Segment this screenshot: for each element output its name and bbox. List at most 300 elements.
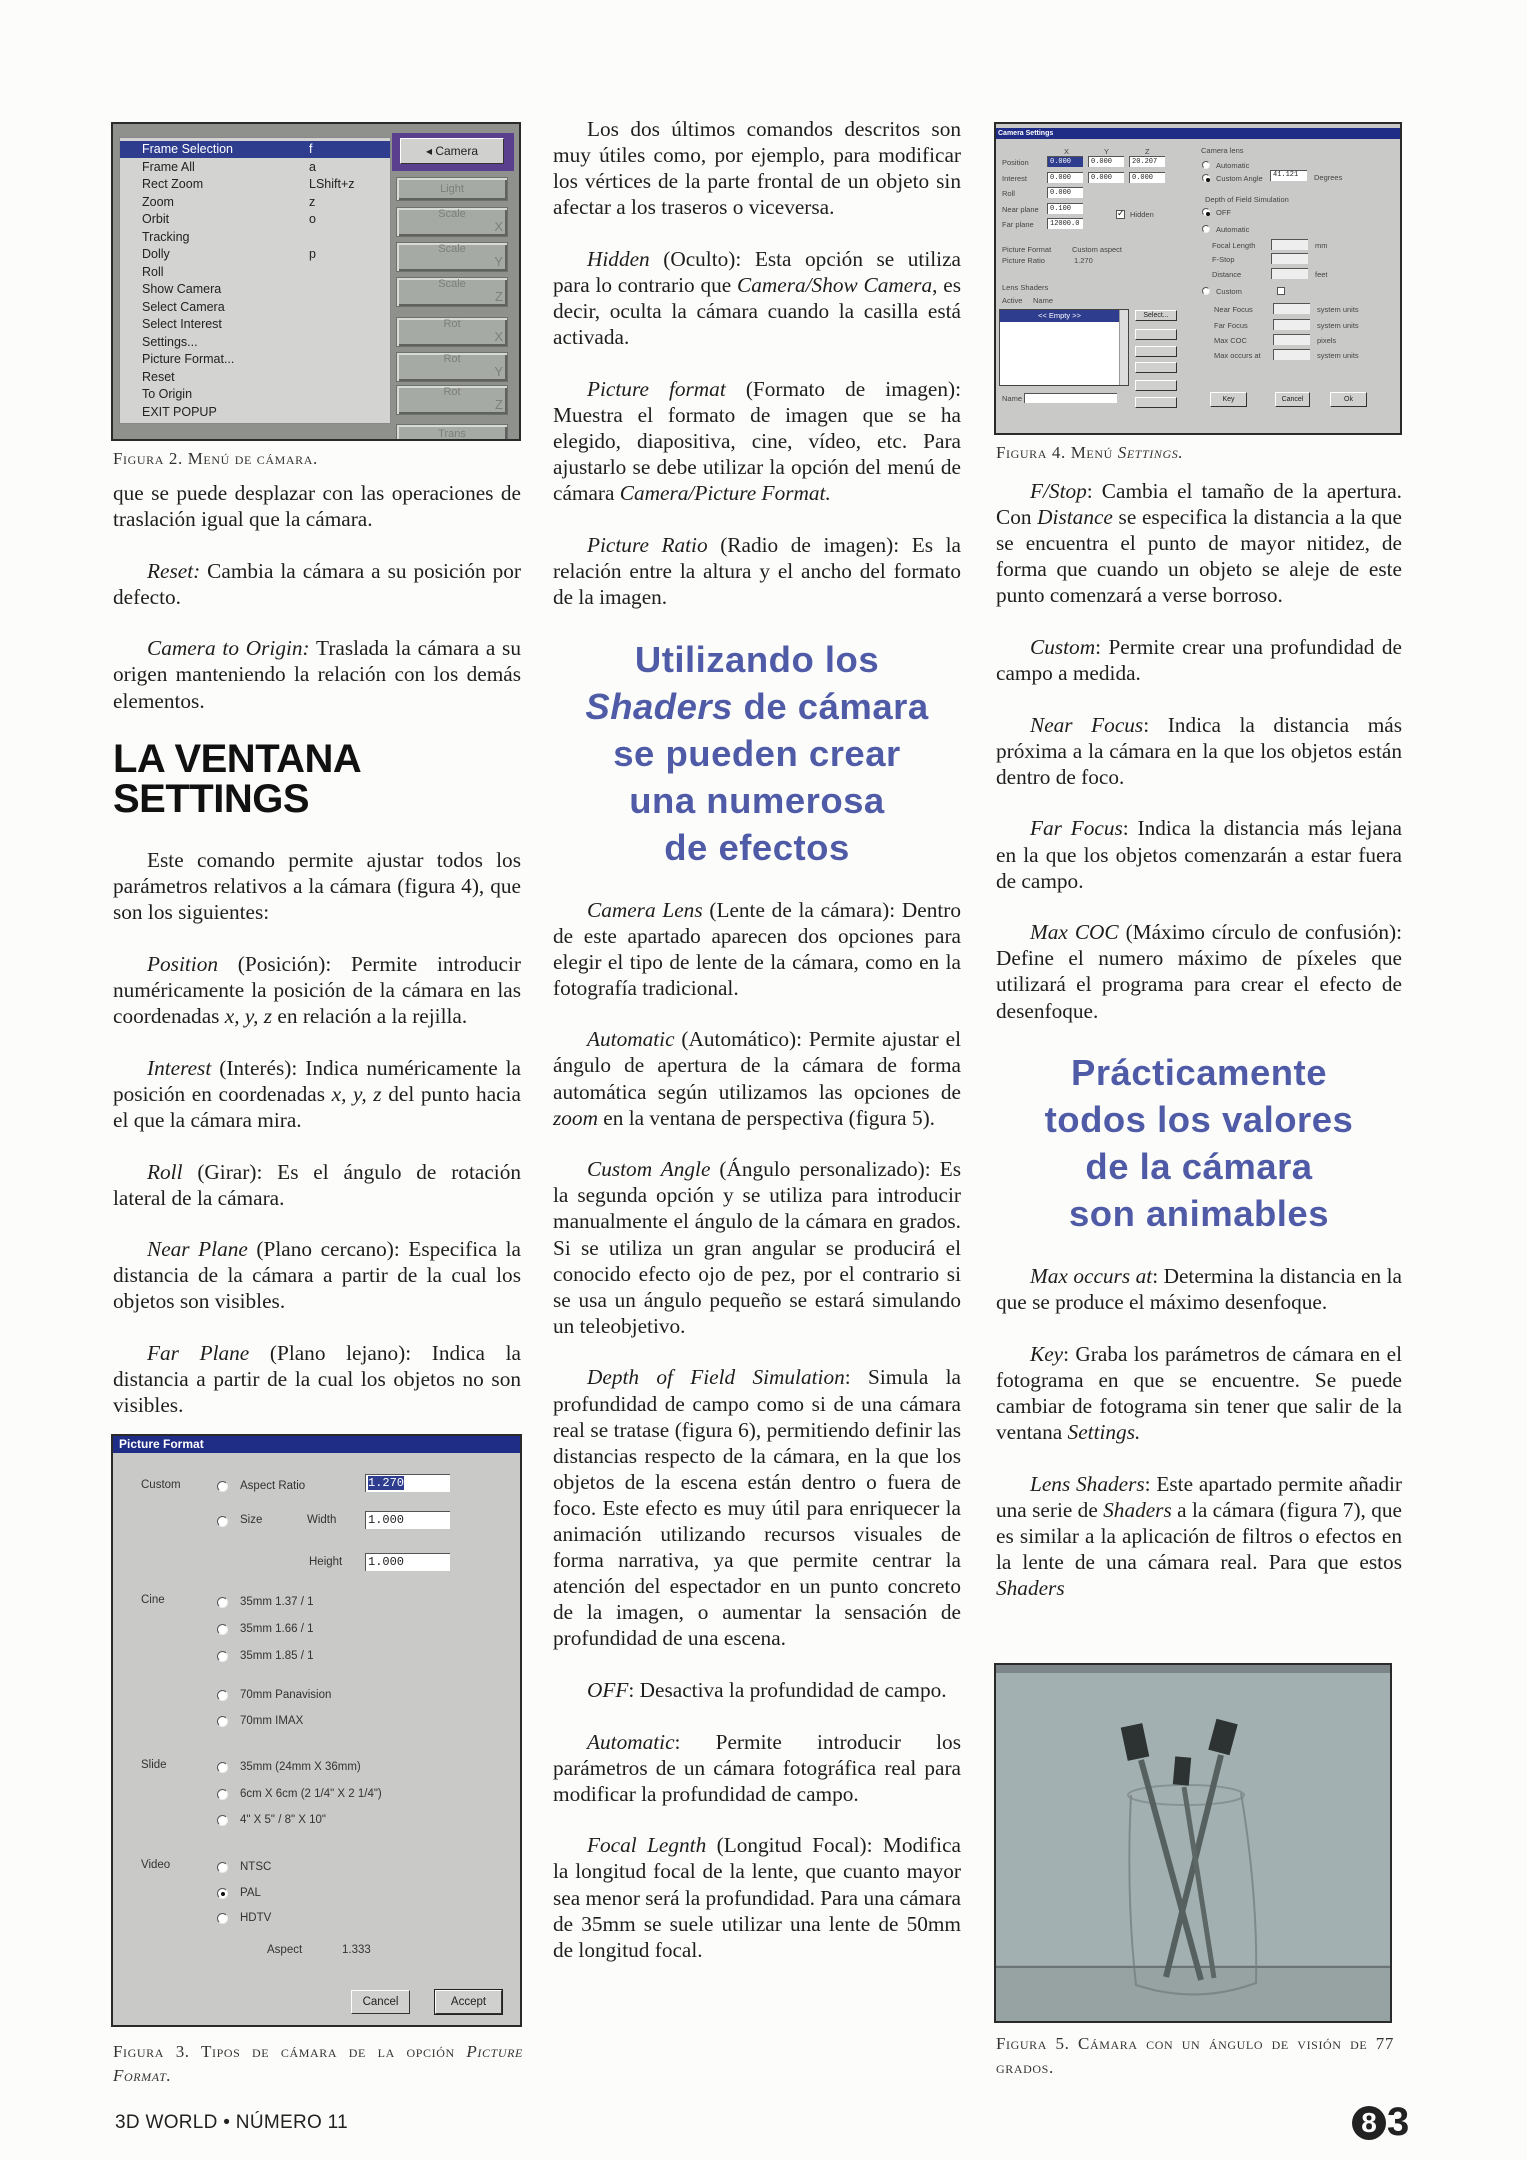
tool-button-rot-z[interactable] <box>396 385 508 415</box>
camera-lens-label: Camera lens <box>1201 146 1244 155</box>
format-option-label: 35mm 1.37 / 1 <box>240 1596 314 1608</box>
active-column: Active <box>1002 296 1023 305</box>
text-run: del punto hacia el que la cámara mira. <box>113 1081 521 1132</box>
shader-button-6[interactable] <box>1135 397 1177 408</box>
menu-item-shortcut: z <box>309 194 316 209</box>
figure-4-caption <box>996 441 1402 465</box>
text-run: a la cámara (figura 7), que es similar a la aplicación de filtros o efectos en la lente de una cámara real. Para que estos <box>996 1497 1402 1574</box>
aspect-ratio-value: 1.270 <box>368 1476 405 1490</box>
menu-item-label: Select Interest <box>142 317 222 331</box>
paragraph <box>996 478 1402 608</box>
text-run: se especifica la distancia a la que se encuentra el punto de mayor nitidez, de forma que cuando un objeto se aleje de este punto comenzará a verse borroso. <box>996 505 1402 608</box>
italic-term: Depth of Field Simulation <box>587 1365 845 1390</box>
size-label: Size <box>240 1514 263 1526</box>
figure-4-camera-settings-dialog <box>994 122 1402 435</box>
ok-button[interactable]: Ok <box>1330 392 1367 407</box>
slide-label: Slide <box>141 1759 167 1771</box>
text-run: en relación a la rejilla. <box>272 1004 468 1029</box>
section-heading <box>113 737 521 822</box>
settings-value-input[interactable]: 0.000 <box>1088 156 1124 167</box>
italic-term: Distance <box>1037 505 1113 530</box>
dof-param-unit: system units <box>1317 305 1359 314</box>
pull-quote <box>996 1049 1402 1237</box>
cancel-button[interactable]: Cancel <box>1275 392 1310 407</box>
format-option-label: 70mm Panavision <box>240 1689 332 1701</box>
text-run: : Permite crear una profundidad de campo a medida. <box>996 634 1402 686</box>
column-2-text <box>553 116 961 1988</box>
italic-term: Position <box>147 951 218 976</box>
paragraph <box>113 635 521 713</box>
paragraph <box>553 1156 961 1339</box>
dof-automatic-radio[interactable] <box>1202 225 1210 233</box>
left-arrow-icon: ◂ <box>425 144 436 158</box>
text-run: : Cambia el tamaño de la apertura. Con <box>996 479 1402 530</box>
menu-item[interactable] <box>120 246 390 263</box>
settings-value-input[interactable]: 0.000 <box>1047 156 1083 167</box>
menu-item[interactable] <box>120 351 390 368</box>
text-run: Los dos últimos comandos descritos son muy útiles como, por ejemplo, para modificar los vértices de la parte frontal de un objeto sin afectar a los traseros o viceversa. <box>553 117 961 220</box>
text-run: (Interés): Indica numéricamente la posición en coordenadas <box>113 1055 521 1106</box>
settings-row-label: Roll <box>1002 189 1015 198</box>
format-radio[interactable] <box>217 1762 228 1773</box>
paragraph <box>553 897 961 1001</box>
paragraph <box>996 815 1402 893</box>
dof-label: Depth of Field Simulation <box>1205 195 1289 204</box>
text-run: : Determina la distancia en la que se produce el máximo desenfoque. <box>996 1264 1402 1315</box>
axis-label: X <box>494 219 503 234</box>
shader-button-4[interactable] <box>1135 362 1177 373</box>
hidden-checkbox[interactable]: ✓ <box>1117 208 1125 218</box>
dialog-title-bar <box>996 128 1400 139</box>
shader-button-5[interactable] <box>1135 380 1177 391</box>
format-option-label: 35mm (24mm X 36mm) <box>240 1761 361 1773</box>
italic-term: Shaders <box>1103 1497 1172 1522</box>
list-item-empty[interactable]: << Empty >> <box>1000 310 1119 322</box>
figure-2-caption: Figura 2. Menú de cámara. <box>113 449 318 468</box>
axis-header: X <box>1064 147 1070 156</box>
paragraph <box>113 480 521 532</box>
dof-param-unit: feet <box>1315 270 1328 279</box>
paragraph <box>553 532 961 610</box>
menu-item[interactable] <box>120 299 390 316</box>
menu-item-label: Roll <box>142 264 164 279</box>
text-run: : Simula la profundidad de campo como si de una cámara real se tratase (figura 6), permitiendo definir las distancias respecto de la cámara, en la que los objetos de la escena están dentro o fuera de foco. Este efecto es muy útil para enriquecer la animación utilizando recursos visuales de forma narrativa, ya que permite centrar la atención del espectador en un punto concreto de la imagen, o aumentar la sensación de profundidad de una escena. <box>553 1365 962 1651</box>
tool-button-label: Rot <box>443 353 461 365</box>
list-scrollbar[interactable] <box>1119 310 1128 385</box>
format-option-label: NTSC <box>240 1861 272 1873</box>
name-scroll-field[interactable] <box>1024 393 1117 403</box>
paragraph <box>996 1341 1402 1445</box>
dof-param-label: Focal Length <box>1212 241 1256 250</box>
menu-item-label: Picture Format... <box>142 352 235 366</box>
text-run: Traslada la cámara a su origen manteniendo la relación con los demás elementos. <box>113 636 521 713</box>
format-radio[interactable] <box>217 1789 228 1800</box>
aspect-ratio-input[interactable] <box>365 1474 450 1492</box>
tool-button-scale-z[interactable] <box>396 277 508 307</box>
dialog-title: Camera Settings <box>998 130 1054 137</box>
menu-item-label: Select Camera <box>142 299 225 314</box>
text-run: (Máximo círculo de confusión): Define el numero máximo de píxeles que utilizará el programa para crear el efecto de desenfoque. <box>996 920 1402 1023</box>
toothbrush-glass-render <box>996 1665 1392 2023</box>
paragraph <box>996 1263 1402 1315</box>
key-button[interactable]: Key <box>1210 392 1247 407</box>
pull-quote-line <box>996 1049 1402 1096</box>
settings-row-label: Position <box>1002 158 1029 167</box>
paragraph <box>553 1729 961 1807</box>
text-run: de cámara <box>732 685 929 727</box>
heading-line: LA VENTANA <box>113 737 362 782</box>
figure-3-picture-format-dialog <box>111 1434 522 2027</box>
settings-value-input[interactable]: 0.000 <box>1088 172 1124 183</box>
italic-term: Lens Shaders <box>1030 1471 1145 1496</box>
pull-quote-line <box>996 1143 1402 1190</box>
paragraph <box>996 712 1402 790</box>
text-run: (Formato de imagen): Muestra el formato de imagen que se ha elegido, diapositiva, cine, vídeo, etc. Para ajustarlo se debe utilizar la opción del menú de cámara <box>553 376 961 506</box>
italic-term: Focal Legnth <box>587 1833 707 1858</box>
settings-row-label: Near plane <box>1002 204 1039 214</box>
settings-value-input[interactable]: 0.100 <box>1047 203 1083 214</box>
paragraph <box>553 1026 961 1130</box>
dialog-title-bar <box>113 1436 520 1453</box>
italic-term: Far Focus <box>1030 816 1123 841</box>
dof-off-radio[interactable] <box>1202 208 1210 216</box>
tool-button-scale-x[interactable] <box>396 207 508 237</box>
text-run: una numerosa <box>629 779 885 821</box>
tool-button-rot-x[interactable] <box>396 317 508 347</box>
tool-button-label: Scale <box>438 208 466 220</box>
italic-term: zoom <box>553 1105 598 1130</box>
text-run: de la cámara <box>1085 1146 1313 1188</box>
custom-angle-label: Custom Angle <box>1216 174 1263 183</box>
settings-value-input[interactable]: 12000.0 <box>1047 218 1083 229</box>
tool-button-label: Scale <box>438 278 466 290</box>
menu-item-label: Frame All <box>142 159 195 174</box>
menu-item[interactable] <box>120 141 390 158</box>
pull-quote <box>553 636 961 871</box>
menu-item-label: Zoom <box>142 194 174 209</box>
height-input[interactable]: 1.000 <box>365 1553 450 1571</box>
menu-item-shortcut: LShift+z <box>309 177 355 191</box>
select-button[interactable]: Select... <box>1135 310 1177 321</box>
settings-value-input[interactable]: 20.207 <box>1129 156 1165 167</box>
axis-label: Y <box>494 364 503 379</box>
size-radio[interactable] <box>217 1516 228 1527</box>
format-radio[interactable] <box>217 1624 228 1635</box>
italic-term: Automatic <box>587 1729 675 1754</box>
video-label: Video <box>141 1859 171 1871</box>
aspect-label: Aspect <box>267 1944 303 1956</box>
italic-term: Picture Ratio <box>587 532 708 557</box>
format-radio[interactable] <box>217 1913 228 1924</box>
paragraph <box>113 558 521 610</box>
format-option-label: 35mm 1.66 / 1 <box>240 1623 314 1635</box>
settings-row-label: Interest <box>1002 173 1028 183</box>
paragraph <box>553 246 961 350</box>
italic-term: Hidden <box>587 246 650 271</box>
settings-value-input[interactable]: 0.000 <box>1047 187 1083 198</box>
text-run: : Indica la distancia más próxima a la cámara en la que los objetos están dentro de foco. <box>996 712 1402 789</box>
text-run: (Radio de imagen): Es la relación entre la altura y el ancho del formato de la imagen. <box>553 532 961 609</box>
italic-term: Near Plane <box>147 1237 248 1262</box>
axis-header: Z <box>1145 147 1150 156</box>
lens-automatic-label: Automatic <box>1216 161 1250 170</box>
italic-term: F/Stop <box>1030 479 1087 503</box>
degrees-label: Degrees <box>1314 173 1343 182</box>
caption-italic: Settings. <box>1117 443 1184 462</box>
text-run: (Girar): Es el ángulo de rotación lateral de la cámara. <box>113 1159 521 1210</box>
format-radio[interactable] <box>217 1888 228 1899</box>
italic-term: Max COC <box>1030 920 1119 945</box>
text-run: (Posición): Permite introducir numéricamente la posición de la cámara en las coordenadas <box>113 951 521 1029</box>
dof-param-label: Max occurs at <box>1214 351 1261 360</box>
text-run: , es decir, oculta la cámara cuando la casilla está activada. <box>553 272 961 350</box>
cancel-button[interactable]: Cancel <box>351 1990 410 2014</box>
paragraph <box>113 1055 521 1133</box>
aspect-ratio-label: Aspect Ratio <box>240 1480 306 1492</box>
paragraph <box>553 1364 961 1651</box>
format-option-label: 6cm X 6cm (2 1/4" X 2 1/4") <box>240 1788 382 1800</box>
text-run: que se puede desplazar con las operaciones de traslación igual que la cámara. <box>113 481 521 532</box>
menu-item-label: Show Camera <box>142 282 222 296</box>
heading-line: SETTINGS <box>113 777 310 822</box>
column-1-text <box>113 480 521 1444</box>
menu-item-label: Settings... <box>142 334 198 349</box>
tool-button-label: Scale <box>438 243 466 255</box>
dof-param-input[interactable] <box>1273 319 1310 330</box>
format-radio[interactable] <box>217 1597 228 1608</box>
paragraph <box>553 116 961 220</box>
menu-item-label: Frame Selection <box>142 142 234 156</box>
menu-item[interactable] <box>120 404 390 421</box>
pull-quote-line <box>553 777 961 824</box>
menu-item-label: EXIT POPUP <box>142 404 217 419</box>
format-option-label: 4" X 5" / 8" X 10" <box>240 1814 327 1826</box>
text-run: (Plano cercano): Especifica la distancia de la cámara a partir de la cual los objetos son visibles. <box>113 1237 521 1314</box>
axis-label: Z <box>495 397 503 412</box>
dof-param-input[interactable] <box>1273 334 1310 345</box>
text-run: (Longitud Focal): Modifica la longitud focal de la lente, que cuanto mayor sea menor será la profundidad. Para una cámara de 35mm se suele utilizar una lente de 50mm de longitud focal. <box>553 1833 961 1962</box>
menu-item[interactable] <box>120 159 390 176</box>
pull-quote-line <box>553 824 961 871</box>
menu-item[interactable] <box>120 194 390 211</box>
italic-term: Camera/Show Camera <box>737 272 933 297</box>
text-run: : Este apartado permite añadir una serie de <box>996 1471 1402 1522</box>
menu-item-label: Reset <box>142 369 175 384</box>
trans-button-label: Trans <box>438 428 466 440</box>
menu-item[interactable] <box>120 211 390 228</box>
menu-item-shortcut: a <box>309 159 316 174</box>
settings-value-input[interactable]: 0.000 <box>1047 172 1083 183</box>
picture-ratio-label: Picture Ratio <box>1002 256 1045 265</box>
paragraph <box>113 1236 521 1314</box>
pull-quote-line <box>553 683 961 730</box>
lens-shaders-label: Lens Shaders <box>1002 283 1049 292</box>
tool-button-label: Rot <box>443 318 461 330</box>
menu-item[interactable] <box>120 386 390 403</box>
dof-param-label: Max COC <box>1214 336 1247 345</box>
italic-term: Custom <box>1030 634 1096 659</box>
format-radio[interactable] <box>217 1862 228 1873</box>
picture-format-label: Picture Format <box>1002 245 1052 254</box>
paragraph <box>996 1471 1402 1601</box>
italic-term: Custom Angle <box>587 1157 711 1182</box>
format-radio[interactable] <box>217 1815 228 1826</box>
tool-button-scale-y[interactable] <box>396 242 508 272</box>
menu-item-label: Orbit <box>142 212 170 226</box>
text-run: : Graba los parámetros de cámara en el fotograma en que se encuentre. Se puede cambiar de fotograma sin tener que salir de la ventana <box>996 1341 1402 1445</box>
menu-item[interactable] <box>120 229 390 246</box>
format-radio[interactable] <box>217 1690 228 1701</box>
width-label: Width <box>307 1514 337 1526</box>
dof-custom-radio[interactable] <box>1202 287 1210 295</box>
text-run: : Desactiva la profundidad de campo. <box>628 1677 947 1702</box>
figure-5-render-photo <box>994 1663 1392 2023</box>
camera-button-label: Camera <box>435 144 479 158</box>
format-radio[interactable] <box>217 1716 228 1727</box>
axis-header: Y <box>1104 147 1110 156</box>
dof-param-label: F-Stop <box>1212 255 1235 264</box>
format-option-label: HDTV <box>240 1912 272 1924</box>
lens-automatic-radio[interactable] <box>1202 161 1210 169</box>
menu-item-label: Rect Zoom <box>142 177 204 191</box>
text-run: (Oculto): Esta opción se utiliza para lo contrario que <box>553 246 961 297</box>
custom-angle-radio[interactable] <box>1202 174 1210 182</box>
light-button[interactable] <box>396 177 508 201</box>
text-run: son animables <box>1068 1193 1330 1235</box>
column-3-text <box>996 478 1402 1627</box>
picture-ratio-value: 1.270 <box>1074 256 1093 265</box>
italic-term: Camera to Origin: <box>147 636 310 661</box>
caption-italic: Picture Format. <box>113 2042 523 2085</box>
figure-2-camera-menu <box>111 122 521 441</box>
text-run: (Automático): Permite ajustar el ángulo de apertura de la cámara de forma automática según utilizamos las opciones de <box>553 1027 961 1104</box>
menu-item-shortcut: o <box>309 212 316 226</box>
dof-param-input[interactable] <box>1271 268 1308 279</box>
paragraph <box>113 1340 521 1418</box>
figure-3-caption <box>113 2040 523 2088</box>
cine-label: Cine <box>141 1594 165 1606</box>
dof-param-input[interactable] <box>1271 239 1308 250</box>
dof-param-input[interactable] <box>1271 253 1308 264</box>
dof-automatic-label: Automatic <box>1216 225 1250 234</box>
name-column: Name <box>1033 296 1054 305</box>
dof-param-input[interactable] <box>1273 303 1310 314</box>
paragraph <box>553 376 961 506</box>
width-input[interactable]: 1.000 <box>365 1511 450 1529</box>
lens-shader-list[interactable] <box>999 309 1129 386</box>
text-run: Este comando permite ajustar todos los parámetros relativos a la cámara (figura 4), que son los siguientes: <box>113 848 521 925</box>
italic-term: Interest <box>147 1055 212 1080</box>
italic-term: Picture format <box>587 376 726 401</box>
format-option-label: PAL <box>240 1887 261 1899</box>
paragraph <box>113 951 521 1029</box>
pull-quote-line <box>996 1096 1402 1143</box>
pull-quote-line <box>553 730 961 777</box>
camera-context-menu <box>119 137 391 424</box>
page-number-circle: 8 <box>1352 2106 1386 2140</box>
italic-term: x, y, z <box>331 1081 382 1106</box>
tool-button-label: Rot <box>443 386 461 398</box>
camera-button[interactable] <box>400 138 504 164</box>
format-option-label: 35mm 1.85 / 1 <box>240 1650 314 1662</box>
aspect-ratio-radio[interactable] <box>217 1481 228 1492</box>
hidden-label: Hidden <box>1130 210 1154 219</box>
aspect-value: 1.333 <box>342 1944 371 1956</box>
menu-item[interactable] <box>120 369 390 386</box>
italic-term: Camera Lens <box>587 897 703 922</box>
trans-button[interactable] <box>396 424 508 441</box>
tool-button-rot-y[interactable] <box>396 352 508 382</box>
dof-param-input[interactable] <box>1273 349 1310 360</box>
italic-term: Reset: <box>147 558 201 583</box>
text-run: (Lente de la cámara): Dentro de este apartado aparecen dos opciones para elegir el tipo de lente de la cámara, como en la fotografía tradicional. <box>553 897 961 1000</box>
text-run: Utilizando los <box>634 638 880 680</box>
italic-term: Shaders <box>585 685 733 727</box>
menu-item[interactable] <box>120 334 390 351</box>
accept-button[interactable]: Accept <box>435 1990 502 2014</box>
menu-item[interactable] <box>120 316 390 333</box>
menu-item-label: Tracking <box>142 229 190 244</box>
menu-item-label: To Origin <box>142 387 193 401</box>
italic-term: Max occurs at <box>1030 1264 1153 1289</box>
custom-checkbox[interactable] <box>1277 287 1285 295</box>
dof-param-unit: pixels <box>1317 336 1337 345</box>
text-run: Cambia la cámara a su posición por defecto. <box>113 558 521 609</box>
text-run: : Indica la distancia más lejana en la que los objetos comenzarán a estar fuera de campo. <box>996 816 1402 893</box>
italic-term: Far Plane <box>147 1340 250 1365</box>
shader-button-3[interactable] <box>1135 346 1177 357</box>
dof-off-label: OFF <box>1216 208 1231 217</box>
italic-term: OFF <box>587 1677 629 1702</box>
angle-input[interactable]: 41.121 <box>1270 170 1307 181</box>
custom-label: Custom <box>141 1479 181 1491</box>
settings-row-label: Far plane <box>1002 220 1034 229</box>
italic-term: Roll <box>147 1159 183 1184</box>
italic-term: Automatic <box>587 1027 675 1052</box>
height-label: Height <box>309 1556 343 1568</box>
dof-param-label: Near Focus <box>1214 305 1253 314</box>
dof-param-unit: system units <box>1317 321 1359 330</box>
italic-term: Shaders <box>996 1576 1065 1601</box>
dof-param-unit: mm <box>1315 241 1328 250</box>
italic-term: Near Focus <box>1030 712 1144 737</box>
format-option-label: 70mm IMAX <box>240 1715 304 1727</box>
pull-quote-line <box>996 1190 1402 1237</box>
paragraph <box>996 919 1402 1023</box>
name-label: Name <box>1002 394 1023 403</box>
paragraph <box>113 847 521 925</box>
shader-button-2[interactable] <box>1135 329 1177 340</box>
text-run: (Plano lejano): Indica la distancia a partir de la cual los objetos no son visibles. <box>113 1340 521 1418</box>
paragraph <box>553 1677 961 1703</box>
settings-value-input[interactable]: 0.000 <box>1129 172 1165 183</box>
menu-item[interactable] <box>120 281 390 298</box>
axis-label: Y <box>494 254 503 269</box>
menu-item-label: Dolly <box>142 247 170 261</box>
text-run: Prácticamente <box>1070 1052 1328 1094</box>
light-button-label: Light <box>440 183 464 195</box>
paragraph <box>113 1159 521 1211</box>
italic-term: Camera/Picture Format. <box>619 481 831 506</box>
axis-label: X <box>494 329 503 344</box>
menu-item[interactable] <box>120 264 390 281</box>
format-radio[interactable] <box>217 1651 228 1662</box>
menu-item-shortcut: f <box>309 142 313 156</box>
menu-item-shortcut: p <box>309 247 316 261</box>
figure-5-caption: Figura 5. Cámara con un ángulo de visión de 77 grados. <box>996 2034 1394 2077</box>
menu-item[interactable] <box>120 176 390 193</box>
text-run: : Permite introducir los parámetros de un cámara fotográfica real para modificar la profundidad de campo. <box>553 1729 961 1806</box>
